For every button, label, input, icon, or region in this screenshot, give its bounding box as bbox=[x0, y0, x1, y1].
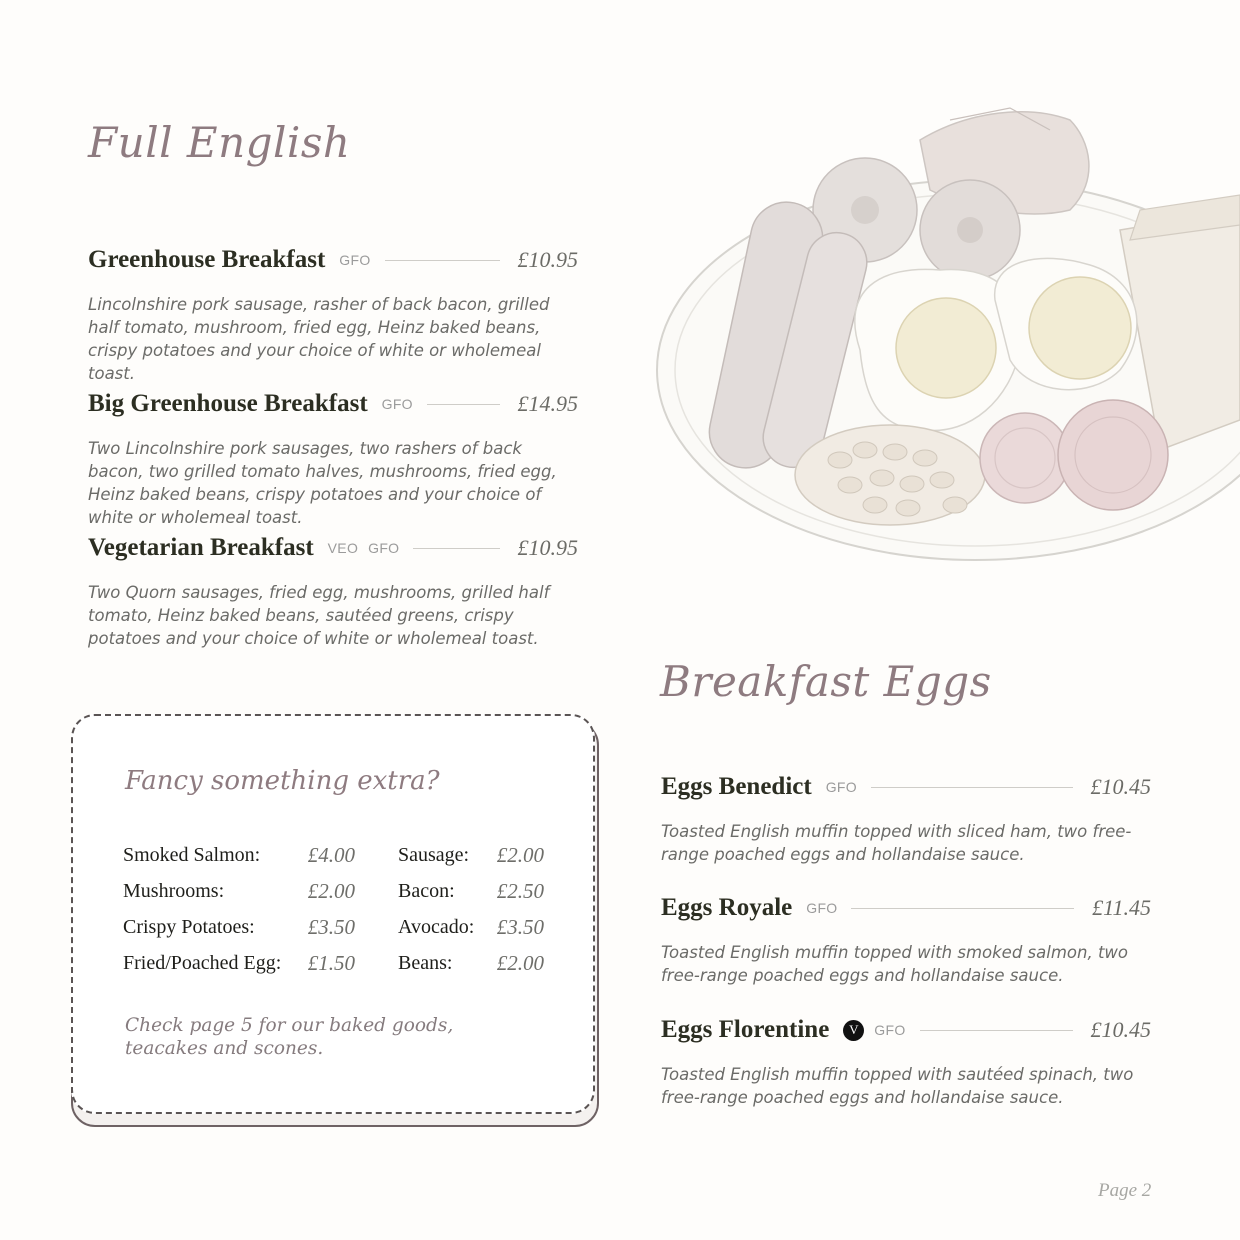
item-price: £10.45 bbox=[1090, 774, 1151, 799]
extra-name: Mushrooms: bbox=[123, 879, 225, 902]
item-description: Toasted English muffin topped with sautéed spinach, two free-range poached eggs and hollandaise sauce. bbox=[661, 1065, 1134, 1107]
extra-price: £2.00 bbox=[307, 878, 355, 903]
item-price: £10.45 bbox=[1090, 1017, 1151, 1042]
extra-item bbox=[123, 948, 355, 978]
extra-name: Sausage: bbox=[398, 843, 470, 866]
price-leader-line bbox=[427, 404, 500, 405]
extras-note: Check page 5 for our baked goods, teacakes and scones. bbox=[125, 1015, 454, 1059]
extra-item bbox=[398, 876, 544, 906]
extra-item bbox=[123, 876, 355, 906]
extra-item bbox=[398, 948, 544, 978]
extra-price: £3.50 bbox=[496, 914, 544, 939]
item-name: Greenhouse Breakfast bbox=[88, 246, 326, 273]
price-leader-line bbox=[920, 1030, 1073, 1031]
extra-item bbox=[398, 912, 544, 942]
price-leader-line bbox=[385, 260, 500, 261]
section-title-full-english: Full English bbox=[88, 118, 351, 167]
item-price: £11.45 bbox=[1092, 895, 1151, 920]
dietary-tag: GFO bbox=[339, 252, 371, 268]
item-name: Eggs Benedict bbox=[661, 773, 812, 800]
breakfast-plate-illustration bbox=[650, 100, 1240, 570]
dietary-tag: GFO bbox=[381, 396, 413, 412]
item-name: Eggs Florentine bbox=[661, 1016, 830, 1043]
extra-price: £3.50 bbox=[307, 914, 355, 939]
extra-item bbox=[123, 912, 355, 942]
item-price: £10.95 bbox=[517, 247, 578, 272]
menu-item bbox=[88, 531, 578, 650]
item-price: £10.95 bbox=[517, 535, 578, 560]
item-description: Two Lincolnshire pork sausages, two rashers of back bacon, two grilled tomato halves, mushrooms, fried egg, Heinz baked beans, crispy potatoes and your choice of white or wholemeal toast. bbox=[88, 439, 557, 527]
extra-price: £1.50 bbox=[307, 950, 355, 975]
menu-item bbox=[88, 243, 578, 385]
extra-name: Fried/Poached Egg: bbox=[123, 951, 282, 974]
extra-name: Avocado: bbox=[398, 915, 475, 938]
item-description: Two Quorn sausages, fried egg, mushrooms, grilled half tomato, Heinz baked beans, sautéed greens, crispy potatoes and your choice of white or wholemeal toast. bbox=[88, 583, 550, 648]
extra-name: Smoked Salmon: bbox=[123, 843, 261, 866]
menu-item bbox=[661, 1013, 1151, 1109]
extras-title: Fancy something extra? bbox=[125, 766, 440, 796]
dietary-tag: VEO bbox=[327, 540, 359, 556]
menu-item bbox=[88, 387, 578, 529]
item-description: Toasted English muffin topped with smoked salmon, two free-range poached eggs and hollandaise sauce. bbox=[661, 943, 1129, 985]
vegetarian-badge-icon: V bbox=[843, 1020, 864, 1041]
extra-price: £2.00 bbox=[496, 842, 544, 867]
menu-item bbox=[661, 770, 1151, 866]
extra-name: Bacon: bbox=[398, 879, 455, 902]
page-number: Page 2 bbox=[1098, 1180, 1152, 1201]
item-description: Lincolnshire pork sausage, rasher of back bacon, grilled half tomato, mushroom, fried egg, Heinz baked beans, crispy potatoes and your choice of white or wholemeal toast. bbox=[88, 295, 550, 383]
item-name: Vegetarian Breakfast bbox=[88, 534, 314, 561]
item-name: Big Greenhouse Breakfast bbox=[88, 390, 368, 417]
price-leader-line bbox=[413, 548, 499, 549]
extras-card bbox=[71, 714, 595, 1114]
menu-item bbox=[661, 891, 1151, 987]
extra-price: £2.50 bbox=[496, 878, 544, 903]
item-description: Toasted English muffin topped with sliced ham, two free-range poached eggs and hollandaise sauce. bbox=[661, 822, 1132, 864]
item-name: Eggs Royale bbox=[661, 894, 793, 921]
extra-price: £4.00 bbox=[307, 842, 355, 867]
extra-item bbox=[123, 840, 355, 870]
dietary-tag: GFO bbox=[806, 900, 838, 916]
dietary-tag: GFO bbox=[874, 1022, 906, 1038]
extra-name: Crispy Potatoes: bbox=[123, 915, 255, 938]
extra-item bbox=[398, 840, 544, 870]
price-leader-line bbox=[851, 908, 1074, 909]
extra-price: £2.00 bbox=[496, 950, 544, 975]
extra-name: Beans: bbox=[398, 951, 453, 974]
section-title-breakfast-eggs: Breakfast Eggs bbox=[660, 657, 992, 706]
price-leader-line bbox=[871, 787, 1073, 788]
item-price: £14.95 bbox=[517, 391, 578, 416]
dietary-tag: GFO bbox=[368, 540, 400, 556]
dietary-tag: GFO bbox=[825, 779, 857, 795]
